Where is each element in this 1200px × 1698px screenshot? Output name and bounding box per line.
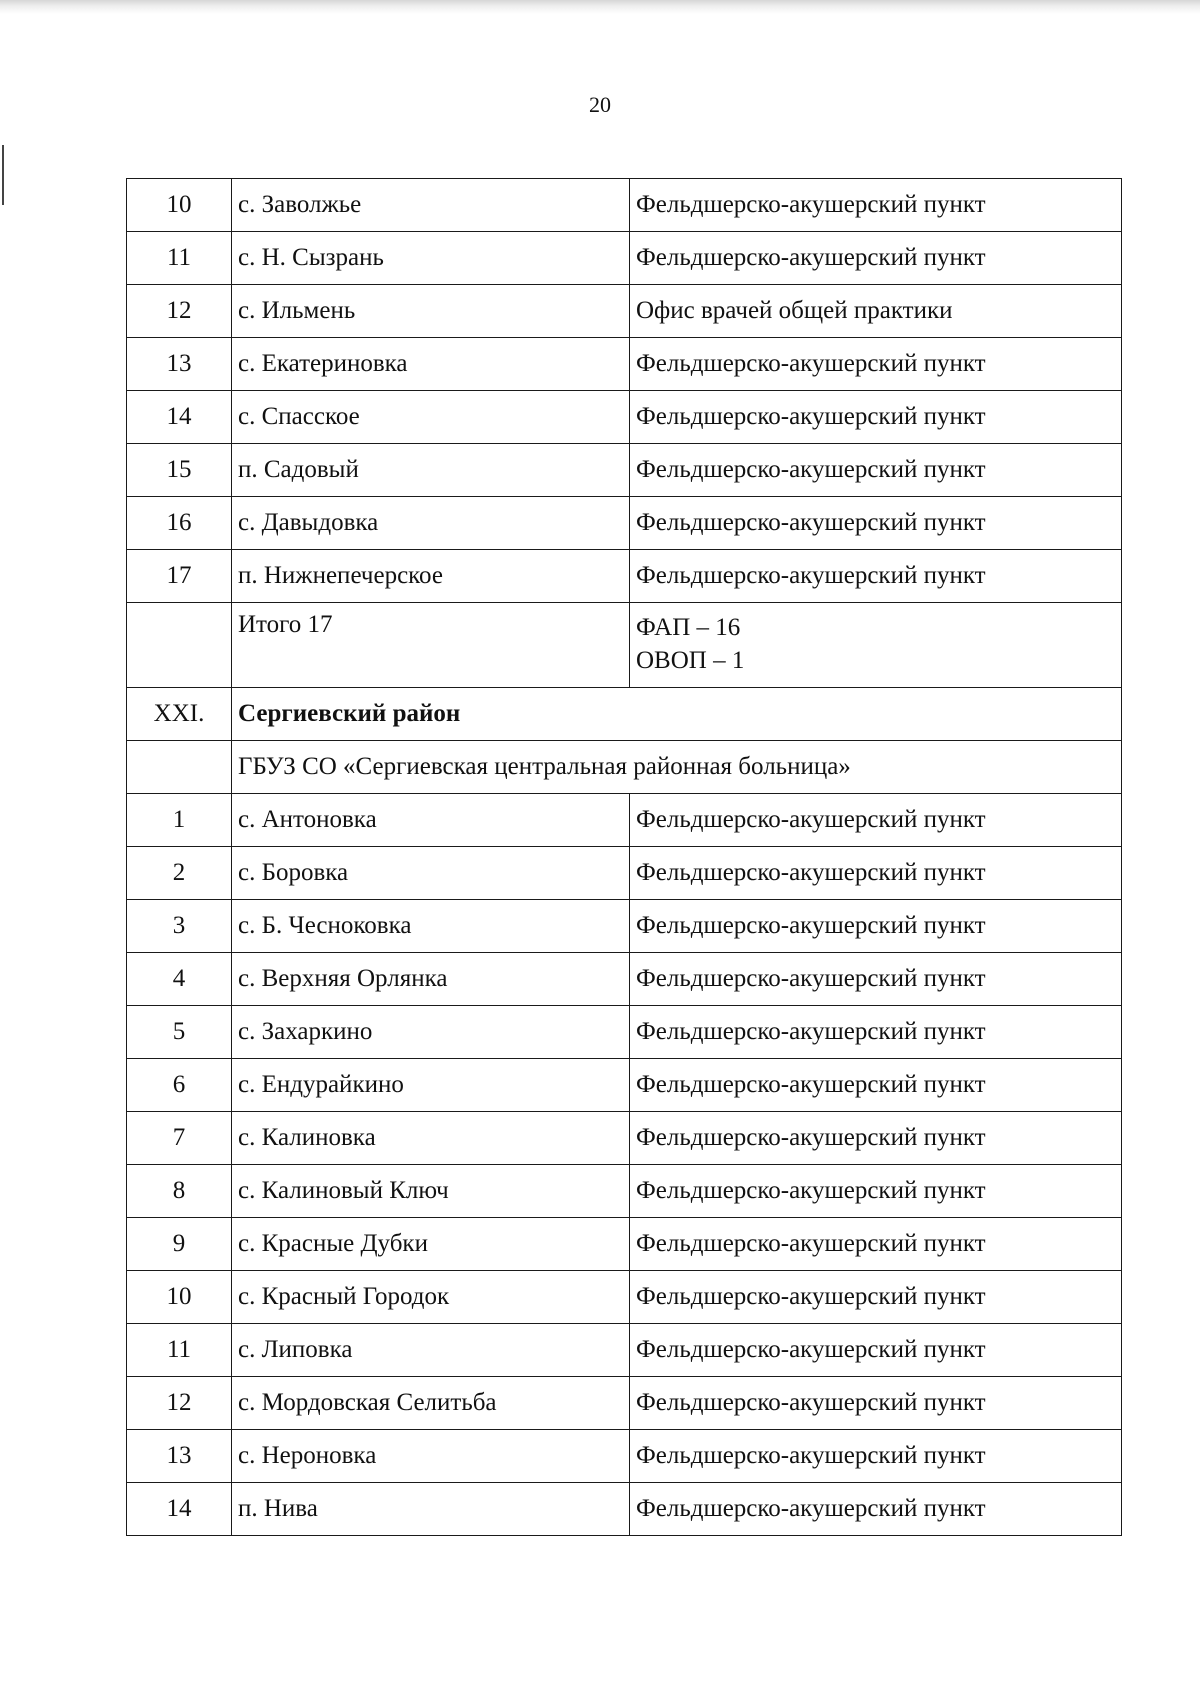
row-number: 13	[127, 1430, 232, 1483]
total-num-cell	[127, 603, 232, 688]
table-row	[127, 847, 1122, 900]
row-facility-type: Фельдшерско-акушерский пункт	[630, 953, 1122, 1006]
row-number: 11	[127, 1324, 232, 1377]
row-place: с. Давыдовка	[232, 497, 630, 550]
row-place: с. Красные Дубки	[232, 1218, 630, 1271]
row-number: 12	[127, 1377, 232, 1430]
table-row	[127, 1218, 1122, 1271]
table-row	[127, 285, 1122, 338]
table-row	[127, 1324, 1122, 1377]
row-place: с. Калиновка	[232, 1112, 630, 1165]
total-label: Итого 17	[232, 603, 630, 688]
page-number: 20	[589, 92, 611, 117]
table-section-total	[127, 603, 1122, 688]
row-place: с. Мордовская Селитьба	[232, 1377, 630, 1430]
table-row	[127, 1059, 1122, 1112]
row-place: с. Красный Городок	[232, 1271, 630, 1324]
row-place: с. Липовка	[232, 1324, 630, 1377]
row-facility-type: Фельдшерско-акушерский пункт	[630, 1112, 1122, 1165]
row-place: п. Нижнепечерское	[232, 550, 630, 603]
table-row	[127, 391, 1122, 444]
table-row	[127, 1430, 1122, 1483]
hospital-num-cell	[127, 741, 232, 794]
row-place: с. Нероновка	[232, 1430, 630, 1483]
row-facility-type: Фельдшерско-акушерский пункт	[630, 232, 1122, 285]
scan-mark	[2, 145, 4, 205]
table-row	[127, 232, 1122, 285]
row-facility-type: Фельдшерско-акушерский пункт	[630, 550, 1122, 603]
row-facility-type: Фельдшерско-акушерский пункт	[630, 444, 1122, 497]
row-number: 2	[127, 847, 232, 900]
row-place: с. Калиновый Ключ	[232, 1165, 630, 1218]
row-facility-type: Фельдшерско-акушерский пункт	[630, 1218, 1122, 1271]
table-row	[127, 1271, 1122, 1324]
hospital-name: ГБУЗ СО «Сергиевская центральная районная больница»	[232, 741, 1122, 794]
table-row	[127, 497, 1122, 550]
row-facility-type: Фельдшерско-акушерский пункт	[630, 794, 1122, 847]
district-name: Сергиевский район	[232, 688, 1122, 741]
row-number: 13	[127, 338, 232, 391]
total-fap: ФАП – 16	[636, 614, 741, 641]
row-number: 4	[127, 953, 232, 1006]
table-row	[127, 1377, 1122, 1430]
table-row	[127, 1483, 1122, 1536]
district-number: XXI.	[127, 688, 232, 741]
row-facility-type: Фельдшерско-акушерский пункт	[630, 179, 1122, 232]
scan-edge	[0, 0, 1200, 14]
row-facility-type: Фельдшерско-акушерский пункт	[630, 1430, 1122, 1483]
table-section-sergievsky	[127, 794, 1122, 1536]
row-number: 8	[127, 1165, 232, 1218]
row-number: 3	[127, 900, 232, 953]
row-number: 15	[127, 444, 232, 497]
table-row	[127, 179, 1122, 232]
facilities-table	[126, 178, 1122, 1536]
table-row	[127, 953, 1122, 1006]
row-place: с. Антоновка	[232, 794, 630, 847]
row-place: с. Б. Чесноковка	[232, 900, 630, 953]
table-row	[127, 550, 1122, 603]
row-facility-type: Фельдшерско-акушерский пункт	[630, 391, 1122, 444]
row-facility-type: Фельдшерско-акушерский пункт	[630, 1483, 1122, 1536]
table-row	[127, 1165, 1122, 1218]
row-place: с. Спасское	[232, 391, 630, 444]
table-section-previous-district	[127, 179, 1122, 603]
table-row	[127, 900, 1122, 953]
total-row	[127, 603, 1122, 688]
hospital-row	[127, 741, 1122, 794]
row-number: 7	[127, 1112, 232, 1165]
row-place: п. Садовый	[232, 444, 630, 497]
row-number: 16	[127, 497, 232, 550]
total-ovop: ОВОП – 1	[636, 647, 745, 674]
table-section-district-header	[127, 688, 1122, 794]
table-row	[127, 1112, 1122, 1165]
row-number: 10	[127, 1271, 232, 1324]
row-place: с. Верхняя Орлянка	[232, 953, 630, 1006]
row-facility-type: Фельдшерско-акушерский пункт	[630, 338, 1122, 391]
row-facility-type: Фельдшерско-акушерский пункт	[630, 847, 1122, 900]
row-number: 5	[127, 1006, 232, 1059]
row-facility-type: Фельдшерско-акушерский пункт	[630, 900, 1122, 953]
row-place: с. Екатериновка	[232, 338, 630, 391]
table-row	[127, 338, 1122, 391]
district-row	[127, 688, 1122, 741]
row-place: с. Ильмень	[232, 285, 630, 338]
row-facility-type: Фельдшерско-акушерский пункт	[630, 1377, 1122, 1430]
row-place: с. Боровка	[232, 847, 630, 900]
row-place: п. Нива	[232, 1483, 630, 1536]
row-place: с. Захаркино	[232, 1006, 630, 1059]
row-facility-type: Офис врачей общей практики	[630, 285, 1122, 338]
table-row	[127, 444, 1122, 497]
row-place: с. Заволжье	[232, 179, 630, 232]
row-place: с. Ендурайкино	[232, 1059, 630, 1112]
row-facility-type: Фельдшерско-акушерский пункт	[630, 1006, 1122, 1059]
row-number: 12	[127, 285, 232, 338]
table-row	[127, 1006, 1122, 1059]
row-number: 14	[127, 1483, 232, 1536]
row-number: 6	[127, 1059, 232, 1112]
total-breakdown	[630, 603, 1122, 688]
row-facility-type: Фельдшерско-акушерский пункт	[630, 1059, 1122, 1112]
row-place: с. Н. Сызрань	[232, 232, 630, 285]
row-number: 14	[127, 391, 232, 444]
row-number: 17	[127, 550, 232, 603]
row-facility-type: Фельдшерско-акушерский пункт	[630, 1165, 1122, 1218]
row-number: 9	[127, 1218, 232, 1271]
row-facility-type: Фельдшерско-акушерский пункт	[630, 1324, 1122, 1377]
row-number: 11	[127, 232, 232, 285]
row-number: 10	[127, 179, 232, 232]
row-number: 1	[127, 794, 232, 847]
row-facility-type: Фельдшерско-акушерский пункт	[630, 497, 1122, 550]
table-row	[127, 794, 1122, 847]
row-facility-type: Фельдшерско-акушерский пункт	[630, 1271, 1122, 1324]
